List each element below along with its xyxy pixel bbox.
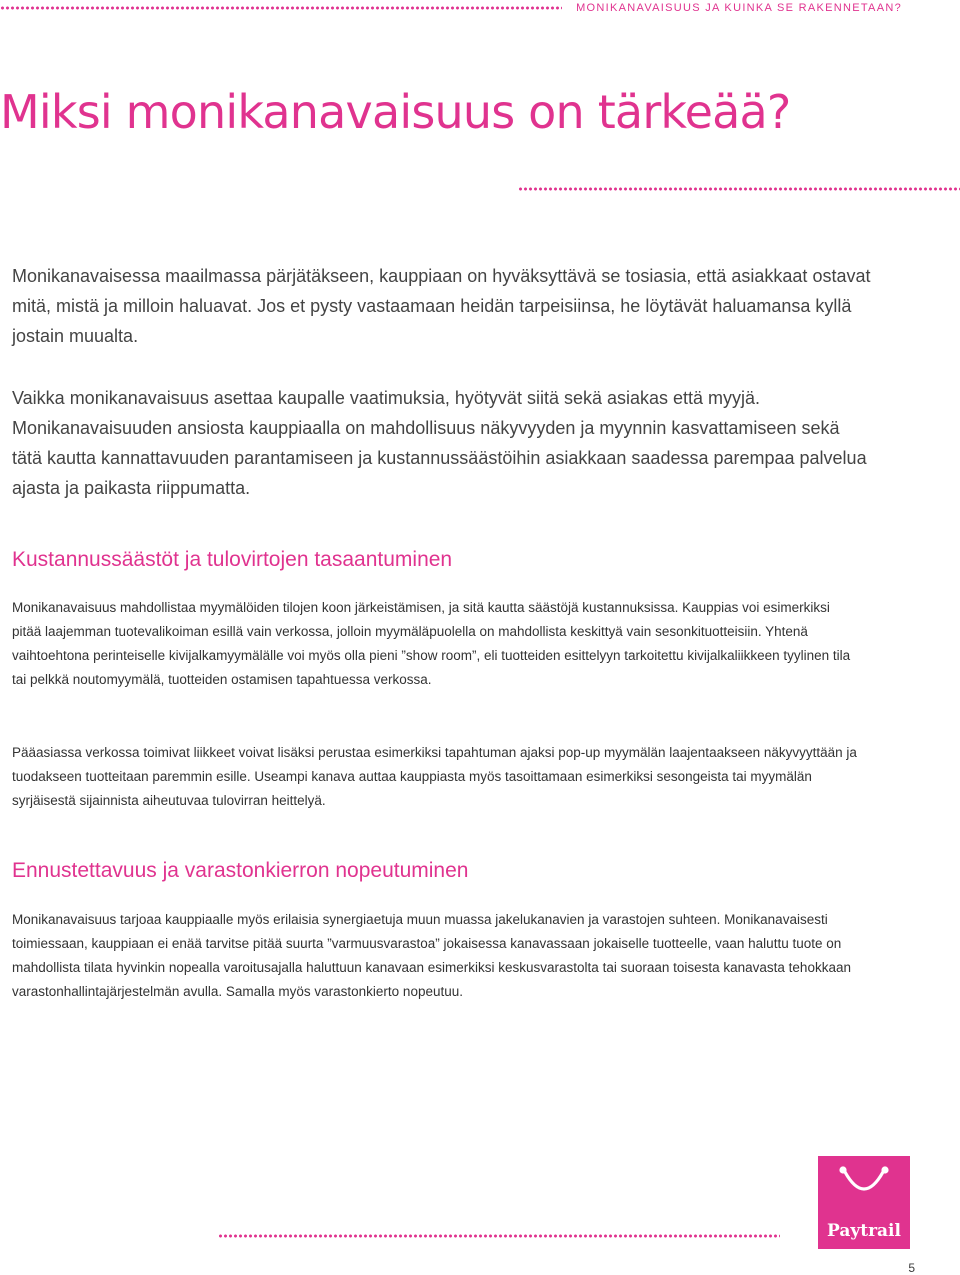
logo-wordmark: Paytrail [827, 1221, 901, 1241]
section-label: MONIKANAVAISUUS JA KUINKA SE RAKENNETAAN? [576, 2, 902, 14]
page-number: 5 [908, 1261, 915, 1275]
intro-paragraph: Vaikka monikanavaisuus asettaa kaupalle vaatimuksia, hyötyvät siitä sekä asiakas että myyjä. Monikanavaisuuden ansiosta kauppiaalla on mahdollisuus näkyvyyden ja myynnin kasvattamiseen sekä tätä kautta kannattavuuden parantamiseen ja kustannussäästöihin asiakkaan saadessa parempaa palvelua ajasta ja paikasta riippumatta. [12, 388, 867, 498]
dotted-rule-bottom [218, 1233, 780, 1239]
body-paragraph: Monikanavaisuus tarjoaa kauppiaalle myös erilaisia synergiaetuja muun muassa jakelukanavien ja varastojen suhteen. Monikanavaisesti toimiessaan, kauppiaan ei enää tarvitse pitää suurta ”varmuusvarastoa” jokaisessa kanavassaan jokaiselle tuotteelle, vaan haluttu tuote on mahdollista tilata hyvinkin nopealla varoitusajalla haluttuun kanavaan esimerkiksi keskusvarastolta tai suoraan toisesta kanavasta tehokkaan varastonhallintajärjestelmän avulla. Samalla myös varastonkierto nopeutuu. [12, 912, 851, 999]
paytrail-logo [818, 1156, 910, 1249]
dotted-rule-title [518, 186, 960, 192]
section-heading-predictability: Ennustettavuus ja varastonkierron nopeutuminen [12, 859, 469, 882]
body-paragraph: Pääasiassa verkossa toimivat liikkeet voivat lisäksi perustaa esimerkiksi tapahtuman ajaksi pop-up myymälän laajentaakseen näkyvyyttään ja tuodakseen tuotteitaan paremmin esille. Useampi kanava auttaa kauppiasta myös tasoittamaan esimerkiksi sesongeista tai myymälän syrjäisestä sijainnista aiheutuvaa tulovirran heittelyä. [12, 745, 857, 808]
intro-paragraph: Monikanavaisessa maailmassa pärjätäkseen, kauppiaan on hyväksyttävä se tosiasia, että asiakkaat ostavat mitä, mistä ja milloin haluavat. Jos et pysty vastaamaan heidän tarpeisiinsa, he löytävät haluamansa kyllä jostain muualta. [12, 266, 871, 346]
body-paragraph: Monikanavaisuus mahdollistaa myymälöiden tilojen koon järkeistämisen, ja sitä kautta säästöjä kustannuksissa. Kauppias voi esimerkiksi pitää laajemman tuotevalikoiman esillä vain verkossa, jolloin myymäläpuolella on mahdollista keskittyä vain sesonkituotteisiin. Yhtenä vaihtoehtona perinteiselle kivijalkamyymälälle voi myös olla pieni ”show room”, eli tuotteiden esittelyyn tarkoitettu kivijalkaliikkeen tyylinen tila tai pelkkä noutomyymälä, tuotteiden ostamisen tapahtuessa verkossa. [12, 600, 851, 687]
shopping-bag-smile-icon [838, 1161, 890, 1201]
section-heading-cost-savings: Kustannussäästöt ja tulovirtojen tasaantuminen [12, 548, 453, 571]
page-title: Miksi monikanavaisuus on tärkeää? [0, 85, 791, 139]
dotted-rule-top [0, 5, 562, 11]
